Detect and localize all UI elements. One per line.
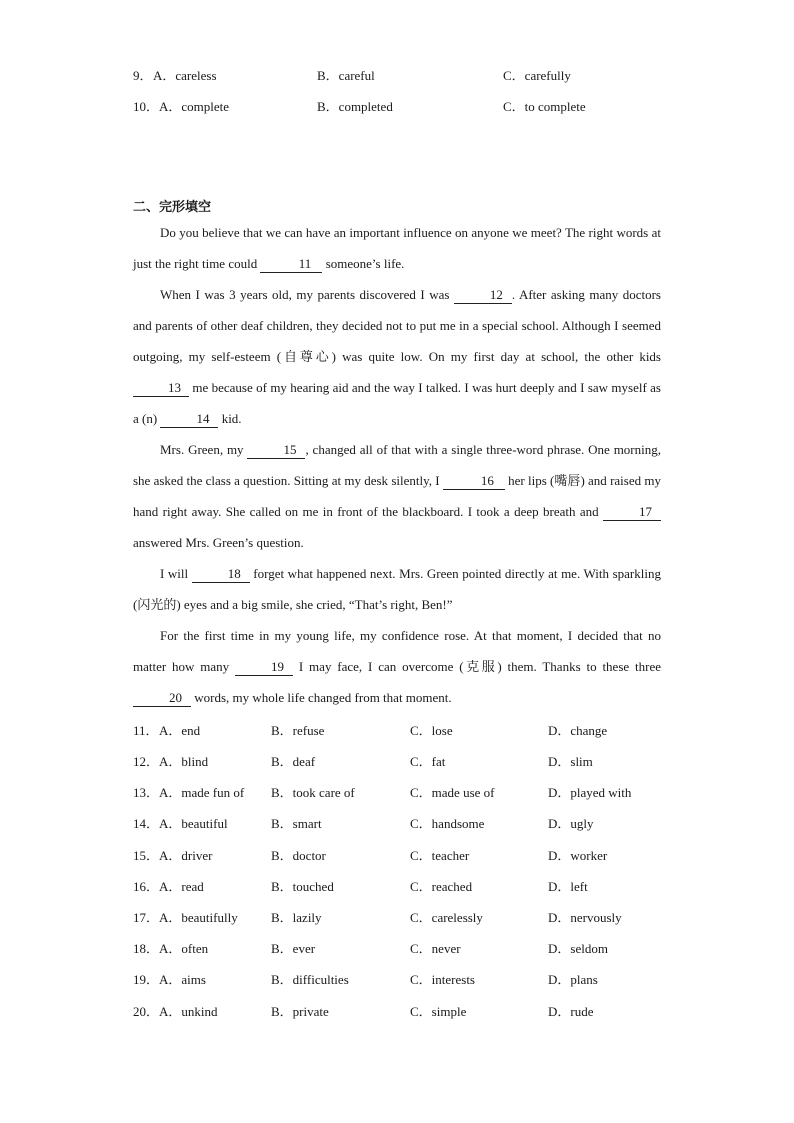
option-b: B．deaf xyxy=(271,754,316,769)
option-b: B．touched xyxy=(271,879,334,894)
blank-17: 17 xyxy=(603,504,661,521)
option-c: C．made use of xyxy=(410,785,495,800)
blank-11: 11 xyxy=(260,256,322,273)
text: Do you believe that we can have an important influence on anyone we meet? The right words at just the right time could xyxy=(133,225,661,271)
blank-18: 18 xyxy=(192,566,250,583)
blank-16: 16 xyxy=(443,473,505,490)
option-c: C．carefully xyxy=(503,68,571,83)
option-d: D．ugly xyxy=(548,816,594,831)
option-b: B．completed xyxy=(317,99,393,114)
blank-14: 14 xyxy=(160,411,218,428)
option-a: A．careless xyxy=(153,68,217,83)
option-a: A．unkind xyxy=(159,1004,218,1019)
option-a: A．made fun of xyxy=(159,785,245,800)
option-b: B．private xyxy=(271,1004,329,1019)
text: kid. xyxy=(218,411,242,426)
question-number: 14． xyxy=(133,816,160,831)
option-c: C．fat xyxy=(410,754,446,769)
question-number: 13． xyxy=(133,785,160,800)
option-d: D．played with xyxy=(548,785,632,800)
text: . After asking many doctors and parents of other deaf children, they decided not to put me in a special school. Although I seemed outgoing, my self-esteem (自尊心) was quite low. On my first day at school, the other kids xyxy=(133,287,661,364)
text: Mrs. Green, my xyxy=(160,442,248,457)
text: , changed all of that with a single three-word phrase. One morning, she asked the class a question. Sitting at my desk silently, I xyxy=(133,442,661,488)
question-number: 18． xyxy=(133,941,160,956)
option-b: B．difficulties xyxy=(271,972,349,987)
option-d: D．rude xyxy=(548,1004,594,1019)
blank-12: 12 xyxy=(454,287,512,304)
cloze-passage xyxy=(133,217,661,713)
blank-20: 20 xyxy=(133,690,191,707)
question-number: 20． xyxy=(133,1004,160,1019)
option-b: B．refuse xyxy=(271,723,325,738)
option-d: D．worker xyxy=(548,848,608,863)
question-number: 11． xyxy=(133,723,159,738)
option-d: D．nervously xyxy=(548,910,622,925)
option-d: D．change xyxy=(548,723,608,738)
option-c: C．carelessly xyxy=(410,910,483,925)
option-b: B．careful xyxy=(317,68,375,83)
text: forget what happened next. Mrs. Green pointed directly at me. With sparkling (闪光的) eyes and a big smile, she cried, “That’s right, Ben!” xyxy=(133,566,661,612)
option-c: C．interests xyxy=(410,972,475,987)
option-c: C．teacher xyxy=(410,848,470,863)
option-c: C．simple xyxy=(410,1004,467,1019)
section-title: 二、完形填空 xyxy=(133,200,212,215)
question-number: 9． xyxy=(133,68,153,83)
option-b: B．lazily xyxy=(271,910,322,925)
question-number: 17． xyxy=(133,910,160,925)
option-d: D．slim xyxy=(548,754,593,769)
blank-15: 15 xyxy=(247,442,305,459)
text: me because of my hearing aid and the way I talked. I was hurt deeply and I saw myself as a (n) xyxy=(133,380,661,426)
option-b: B．ever xyxy=(271,941,316,956)
option-b: B．took care of xyxy=(271,785,355,800)
text: I may face, I can overcome (克服) them. Thanks to these three xyxy=(293,659,661,674)
option-c: C．lose xyxy=(410,723,453,738)
option-d: D．seldom xyxy=(548,941,608,956)
paragraph-1 xyxy=(133,217,661,279)
paragraph-2 xyxy=(133,279,661,434)
option-a: A．aims xyxy=(159,972,206,987)
option-d: D．left xyxy=(548,879,588,894)
option-a: A．often xyxy=(159,941,209,956)
text: her lips (嘴唇) and raised my hand right away. She called on me in front of the blackboard. I took a deep breath and xyxy=(133,473,661,519)
option-a: A．complete xyxy=(159,99,230,114)
question-number: 16． xyxy=(133,879,160,894)
text: For the first time in my young life, my confidence rose. At that moment, I decided that no matter how many xyxy=(133,628,661,674)
blank-13: 13 xyxy=(133,380,189,397)
option-b: B．smart xyxy=(271,816,322,831)
option-b: B．doctor xyxy=(271,848,326,863)
text: words, my whole life changed from that moment. xyxy=(191,690,452,705)
option-a: A．blind xyxy=(159,754,209,769)
option-c: C．never xyxy=(410,941,461,956)
paragraph-5 xyxy=(133,620,661,713)
option-c: C．to complete xyxy=(503,99,586,114)
paragraph-4 xyxy=(133,558,661,620)
option-c: C．handsome xyxy=(410,816,485,831)
question-number: 10． xyxy=(133,99,160,114)
option-a: A．driver xyxy=(159,848,213,863)
text: someone’s life. xyxy=(322,256,405,271)
text: answered Mrs. Green’s question. xyxy=(133,535,304,550)
blank-19: 19 xyxy=(235,659,293,676)
question-number: 19． xyxy=(133,972,160,987)
option-a: A．beautiful xyxy=(159,816,228,831)
option-a: A．end xyxy=(159,723,201,738)
question-number: 15． xyxy=(133,848,160,863)
option-a: A．beautifully xyxy=(159,910,238,925)
question-number: 12． xyxy=(133,754,160,769)
text: When I was 3 years old, my parents discovered I was xyxy=(160,287,454,302)
option-d: D．plans xyxy=(548,972,598,987)
option-a: A．read xyxy=(159,879,204,894)
option-c: C．reached xyxy=(410,879,473,894)
paragraph-3 xyxy=(133,434,661,558)
text: I will xyxy=(160,566,192,581)
